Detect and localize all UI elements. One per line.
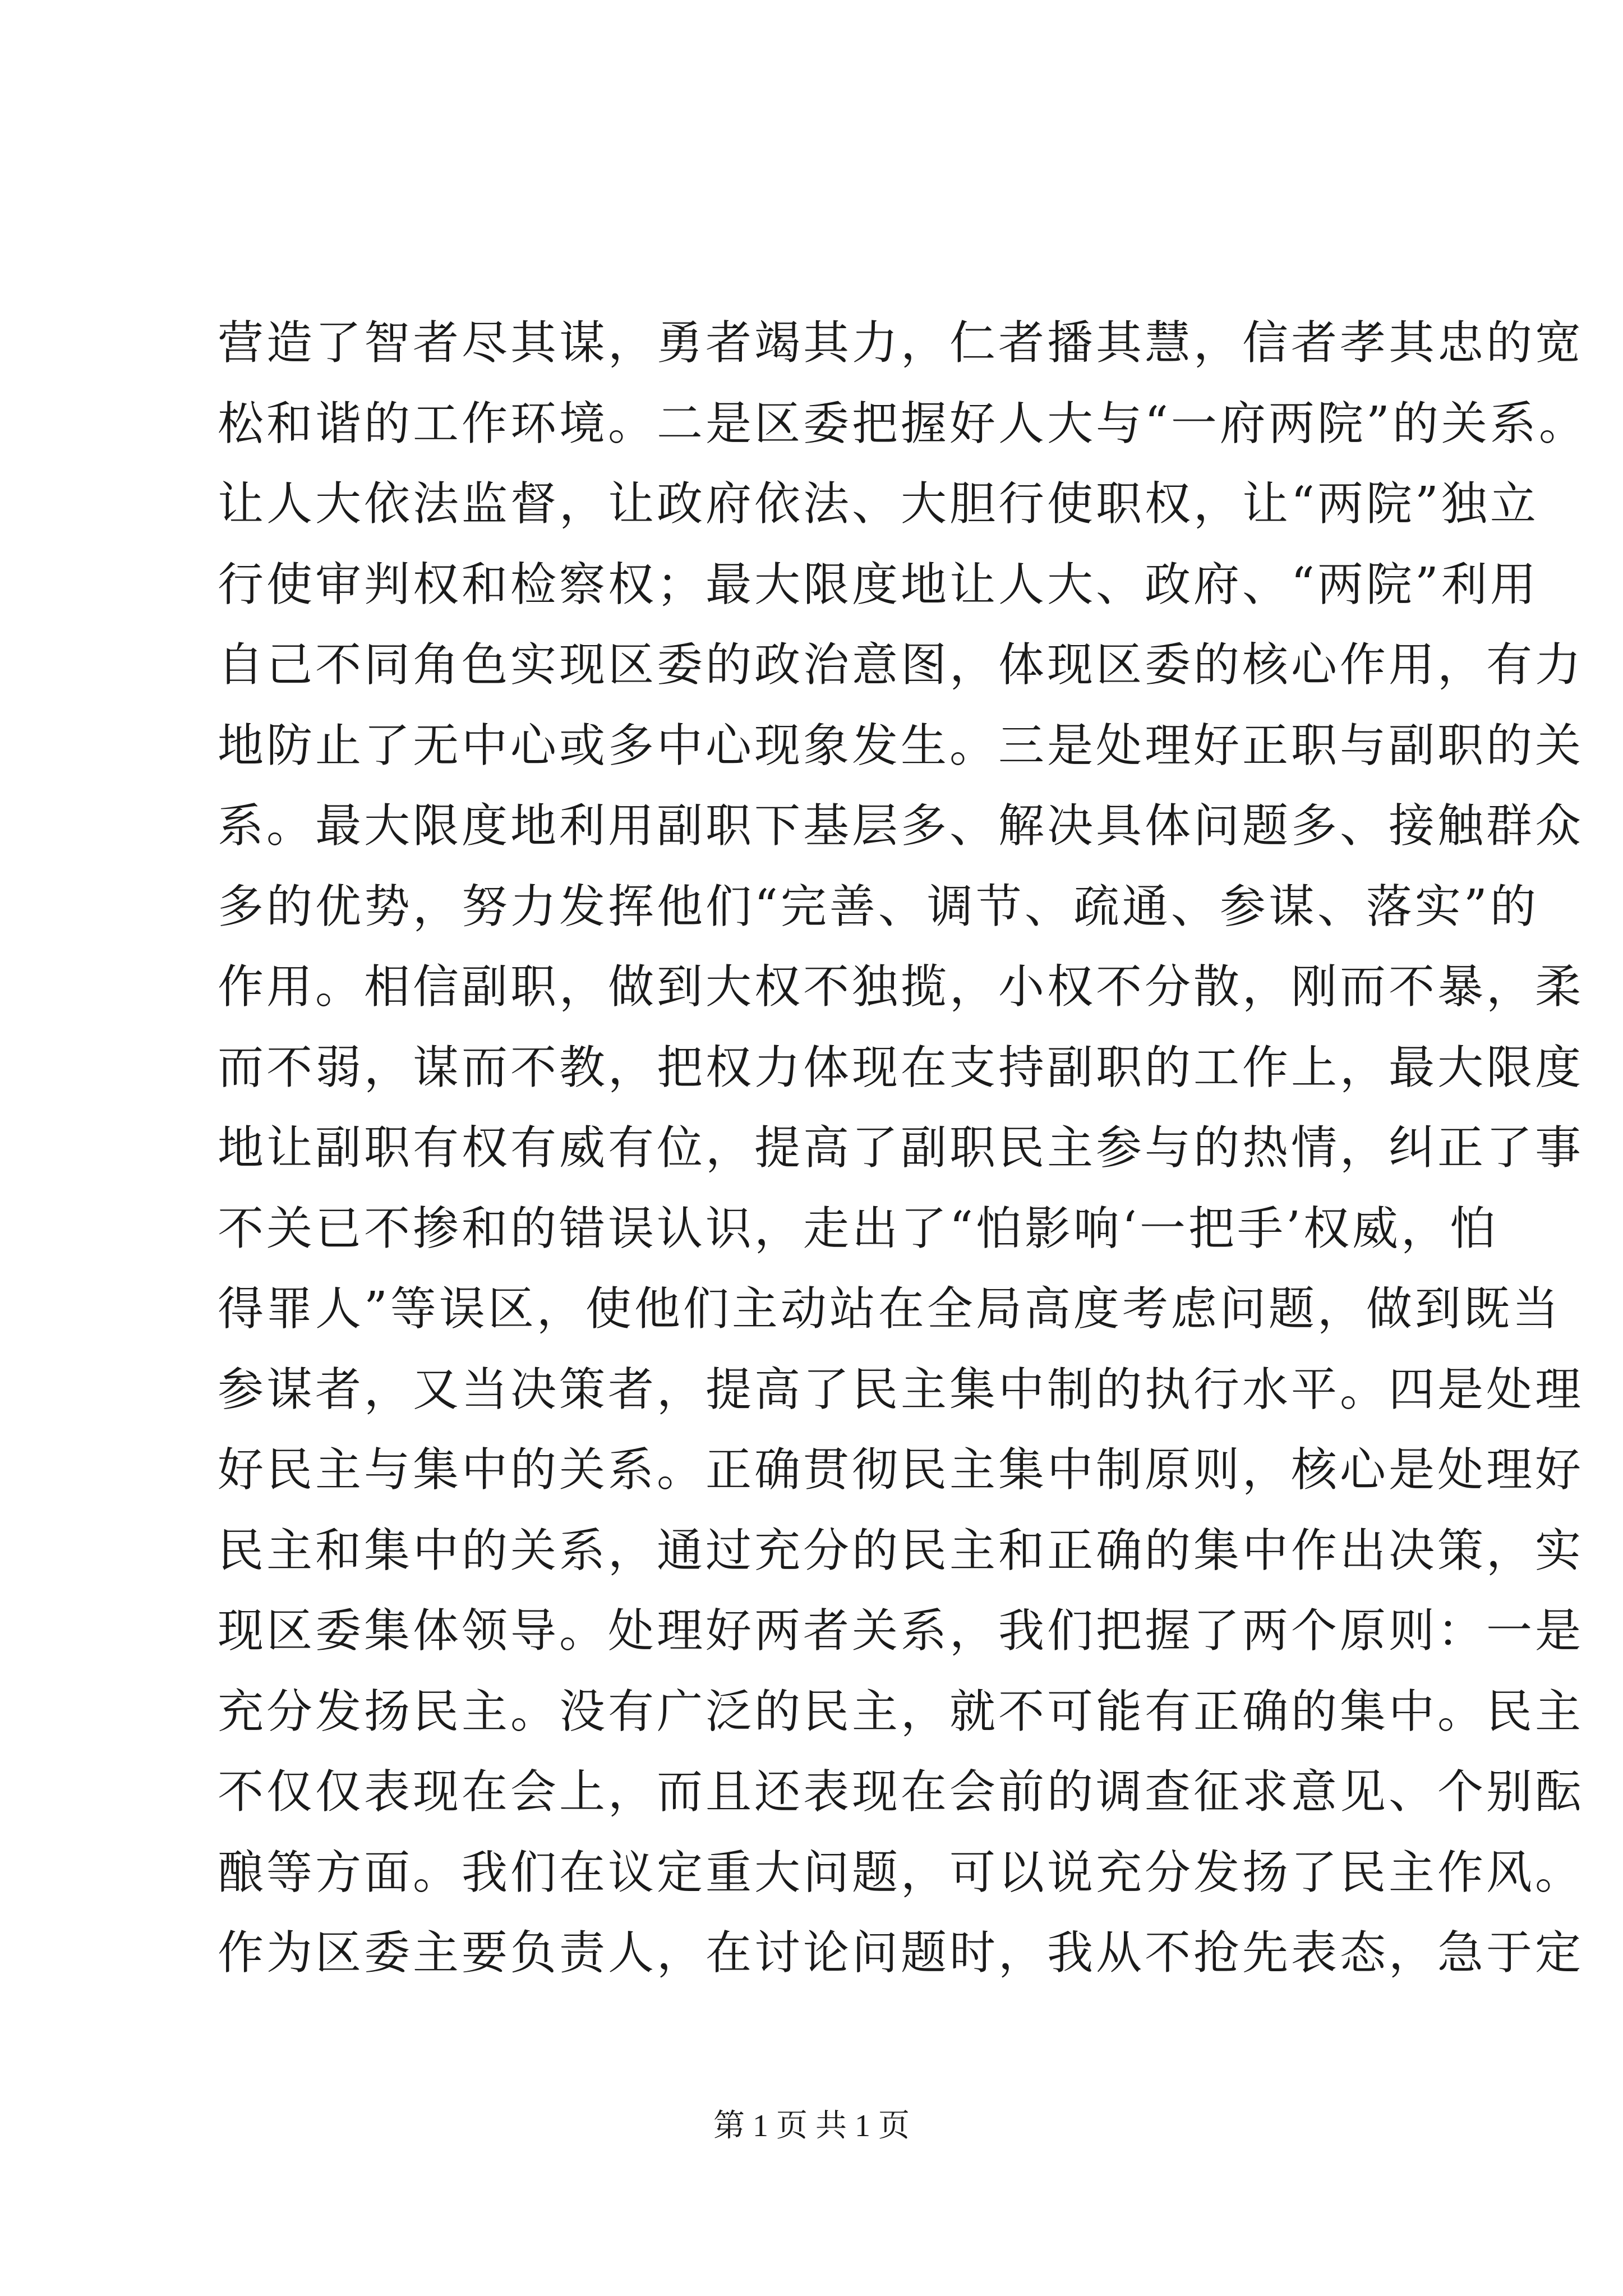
text-line: 自己不同角色实现区委的政治意图，体现区委的核心作用，有力: [218, 638, 1584, 692]
text-line: 民主和集中的关系，通过充分的民主和正确的集中作出决策，实: [218, 1524, 1584, 1577]
text-line: 现区委集体领导。处理好两者关系，我们把握了两个原则：一是: [218, 1604, 1584, 1658]
text-line: 作为区委主要负责人，在讨论问题时，我从不抢先表态，急于定: [218, 1926, 1584, 1980]
text-line: 让人大依法监督，让政府依法、大胆行使职权，让“两院”独立: [218, 477, 1539, 531]
text-line: 松和谐的工作环境。二是区委把握好人大与“一府两院”的关系。: [218, 397, 1588, 450]
text-line: 得罪人”等误区，使他们主动站在全局高度考虑问题，做到既当: [218, 1282, 1561, 1336]
text-line: 酿等方面。我们在议定重大问题，可以说充分发扬了民主作风。: [218, 1846, 1584, 1899]
text-line: 不关已不掺和的错误认识，走出了“怕影响‘一把手’权威，怕: [218, 1202, 1499, 1255]
text-line: 地让副职有权有威有位，提高了副职民主参与的热情，纠正了事: [218, 1121, 1584, 1175]
text-line: 作用。相信副职，做到大权不独揽，小权不分散，刚而不暴，柔: [218, 960, 1584, 1014]
text-line: 而不弱，谋而不教，把权力体现在支持副职的工作上，最大限度: [218, 1041, 1584, 1094]
text-line: 参谋者，又当决策者，提高了民主集中制的执行水平。四是处理: [218, 1363, 1584, 1416]
body-text: [218, 303, 1588, 1994]
page-number-footer: 第 1 页 共 1 页: [713, 2109, 910, 2143]
text-line: 充分发扬民主。没有广泛的民主，就不可能有正确的集中。民主: [218, 1685, 1584, 1738]
text-line: 系。最大限度地利用副职下基层多、解决具体问题多、接触群众: [218, 799, 1584, 853]
text-line: 多的优势，努力发挥他们“完善、调节、疏通、参谋、落实”的: [218, 880, 1539, 933]
text-line: 营造了智者尽其谋，勇者竭其力，仁者播其慧，信者孝其忠的宽: [218, 316, 1584, 370]
text-line: 不仅仅表现在会上，而且还表现在会前的调查征求意见、个别酝: [218, 1765, 1584, 1819]
text-line: 好民主与集中的关系。正确贯彻民主集中制原则，核心是处理好: [218, 1443, 1584, 1497]
text-line: 行使审判权和检察权；最大限度地让人大、政府、“两院”利用: [218, 558, 1539, 611]
text-line: 地防止了无中心或多中心现象发生。三是处理好正职与副职的关: [218, 719, 1584, 772]
